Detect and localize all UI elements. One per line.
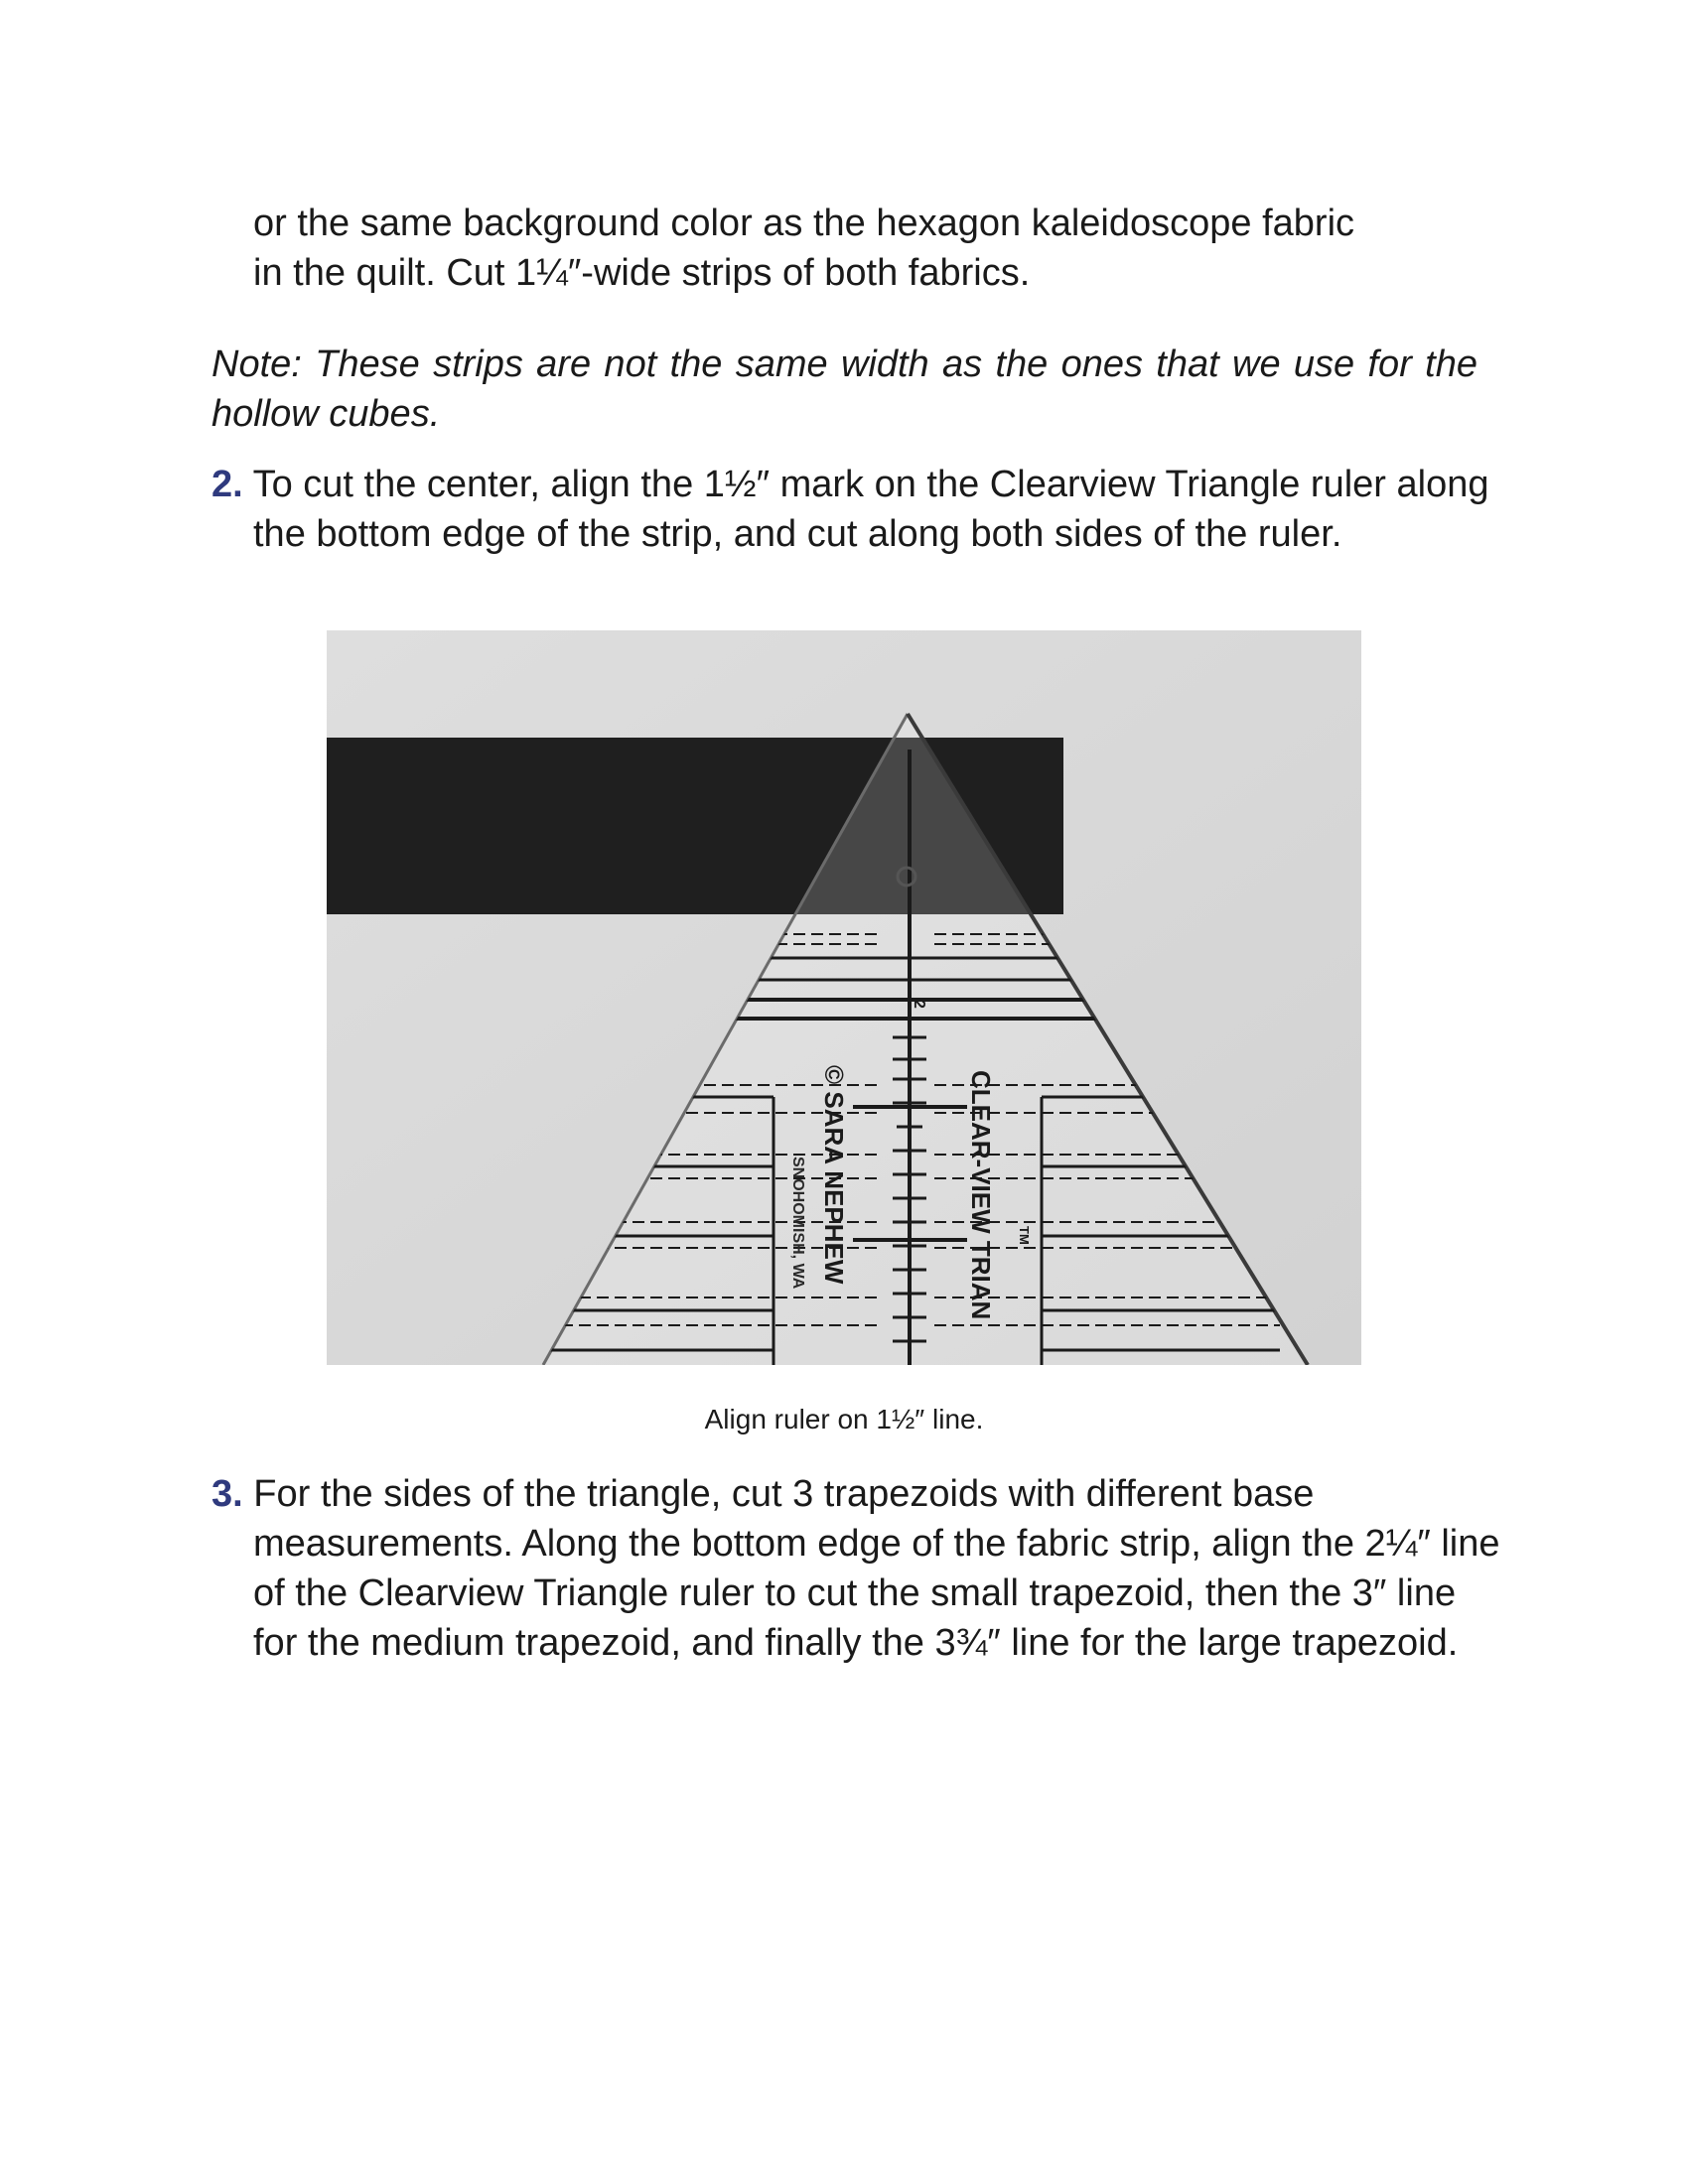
step-2-number: 2. [211, 464, 243, 505]
step-3-paragraph [211, 1469, 1502, 1668]
ruler-text-mark: 2 [911, 1000, 927, 1009]
continuation-paragraph [253, 199, 1484, 298]
ruler-text-tm: TM [1017, 1226, 1032, 1245]
continuation-line-1: or the same background color as the hexagon kaleidoscope fabric [253, 203, 1355, 244]
ruler-text-brand: © SARA NEPHEW [819, 1065, 849, 1285]
ruler-alignment-photo [327, 630, 1361, 1365]
step-2-text: To cut the center, align the 1½″ mark on the Clearview Triangle ruler along the bottom edge of the strip, and cut along both sides of the ruler. [252, 464, 1489, 555]
continuation-line-2: in the quilt. Cut 1¼″-wide strips of both fabrics. [253, 252, 1031, 294]
ruler-text-product: CLEAR-VIEW TRIAN [966, 1070, 996, 1320]
figure-caption: Align ruler on 1½″ line. [704, 1404, 984, 1434]
step-2-paragraph [211, 460, 1502, 559]
ruler-text-location: SNOHOMISH, WA [789, 1157, 806, 1290]
note-paragraph: Note: These strips are not the same width as the ones that we use for the hollow cubes. [211, 343, 1477, 435]
step-3-text: For the sides of the triangle, cut 3 trapezoids with different base measurements. Along the bottom edge of the fabric strip, align the 2¼″ line of the Clearview Triangle ruler to cut the small trapezoid, then the 3″ line for the medium trapezoid, and finally the 3¾″ line for the large trapezoid. [253, 1473, 1500, 1664]
step-3-number: 3. [211, 1473, 243, 1515]
